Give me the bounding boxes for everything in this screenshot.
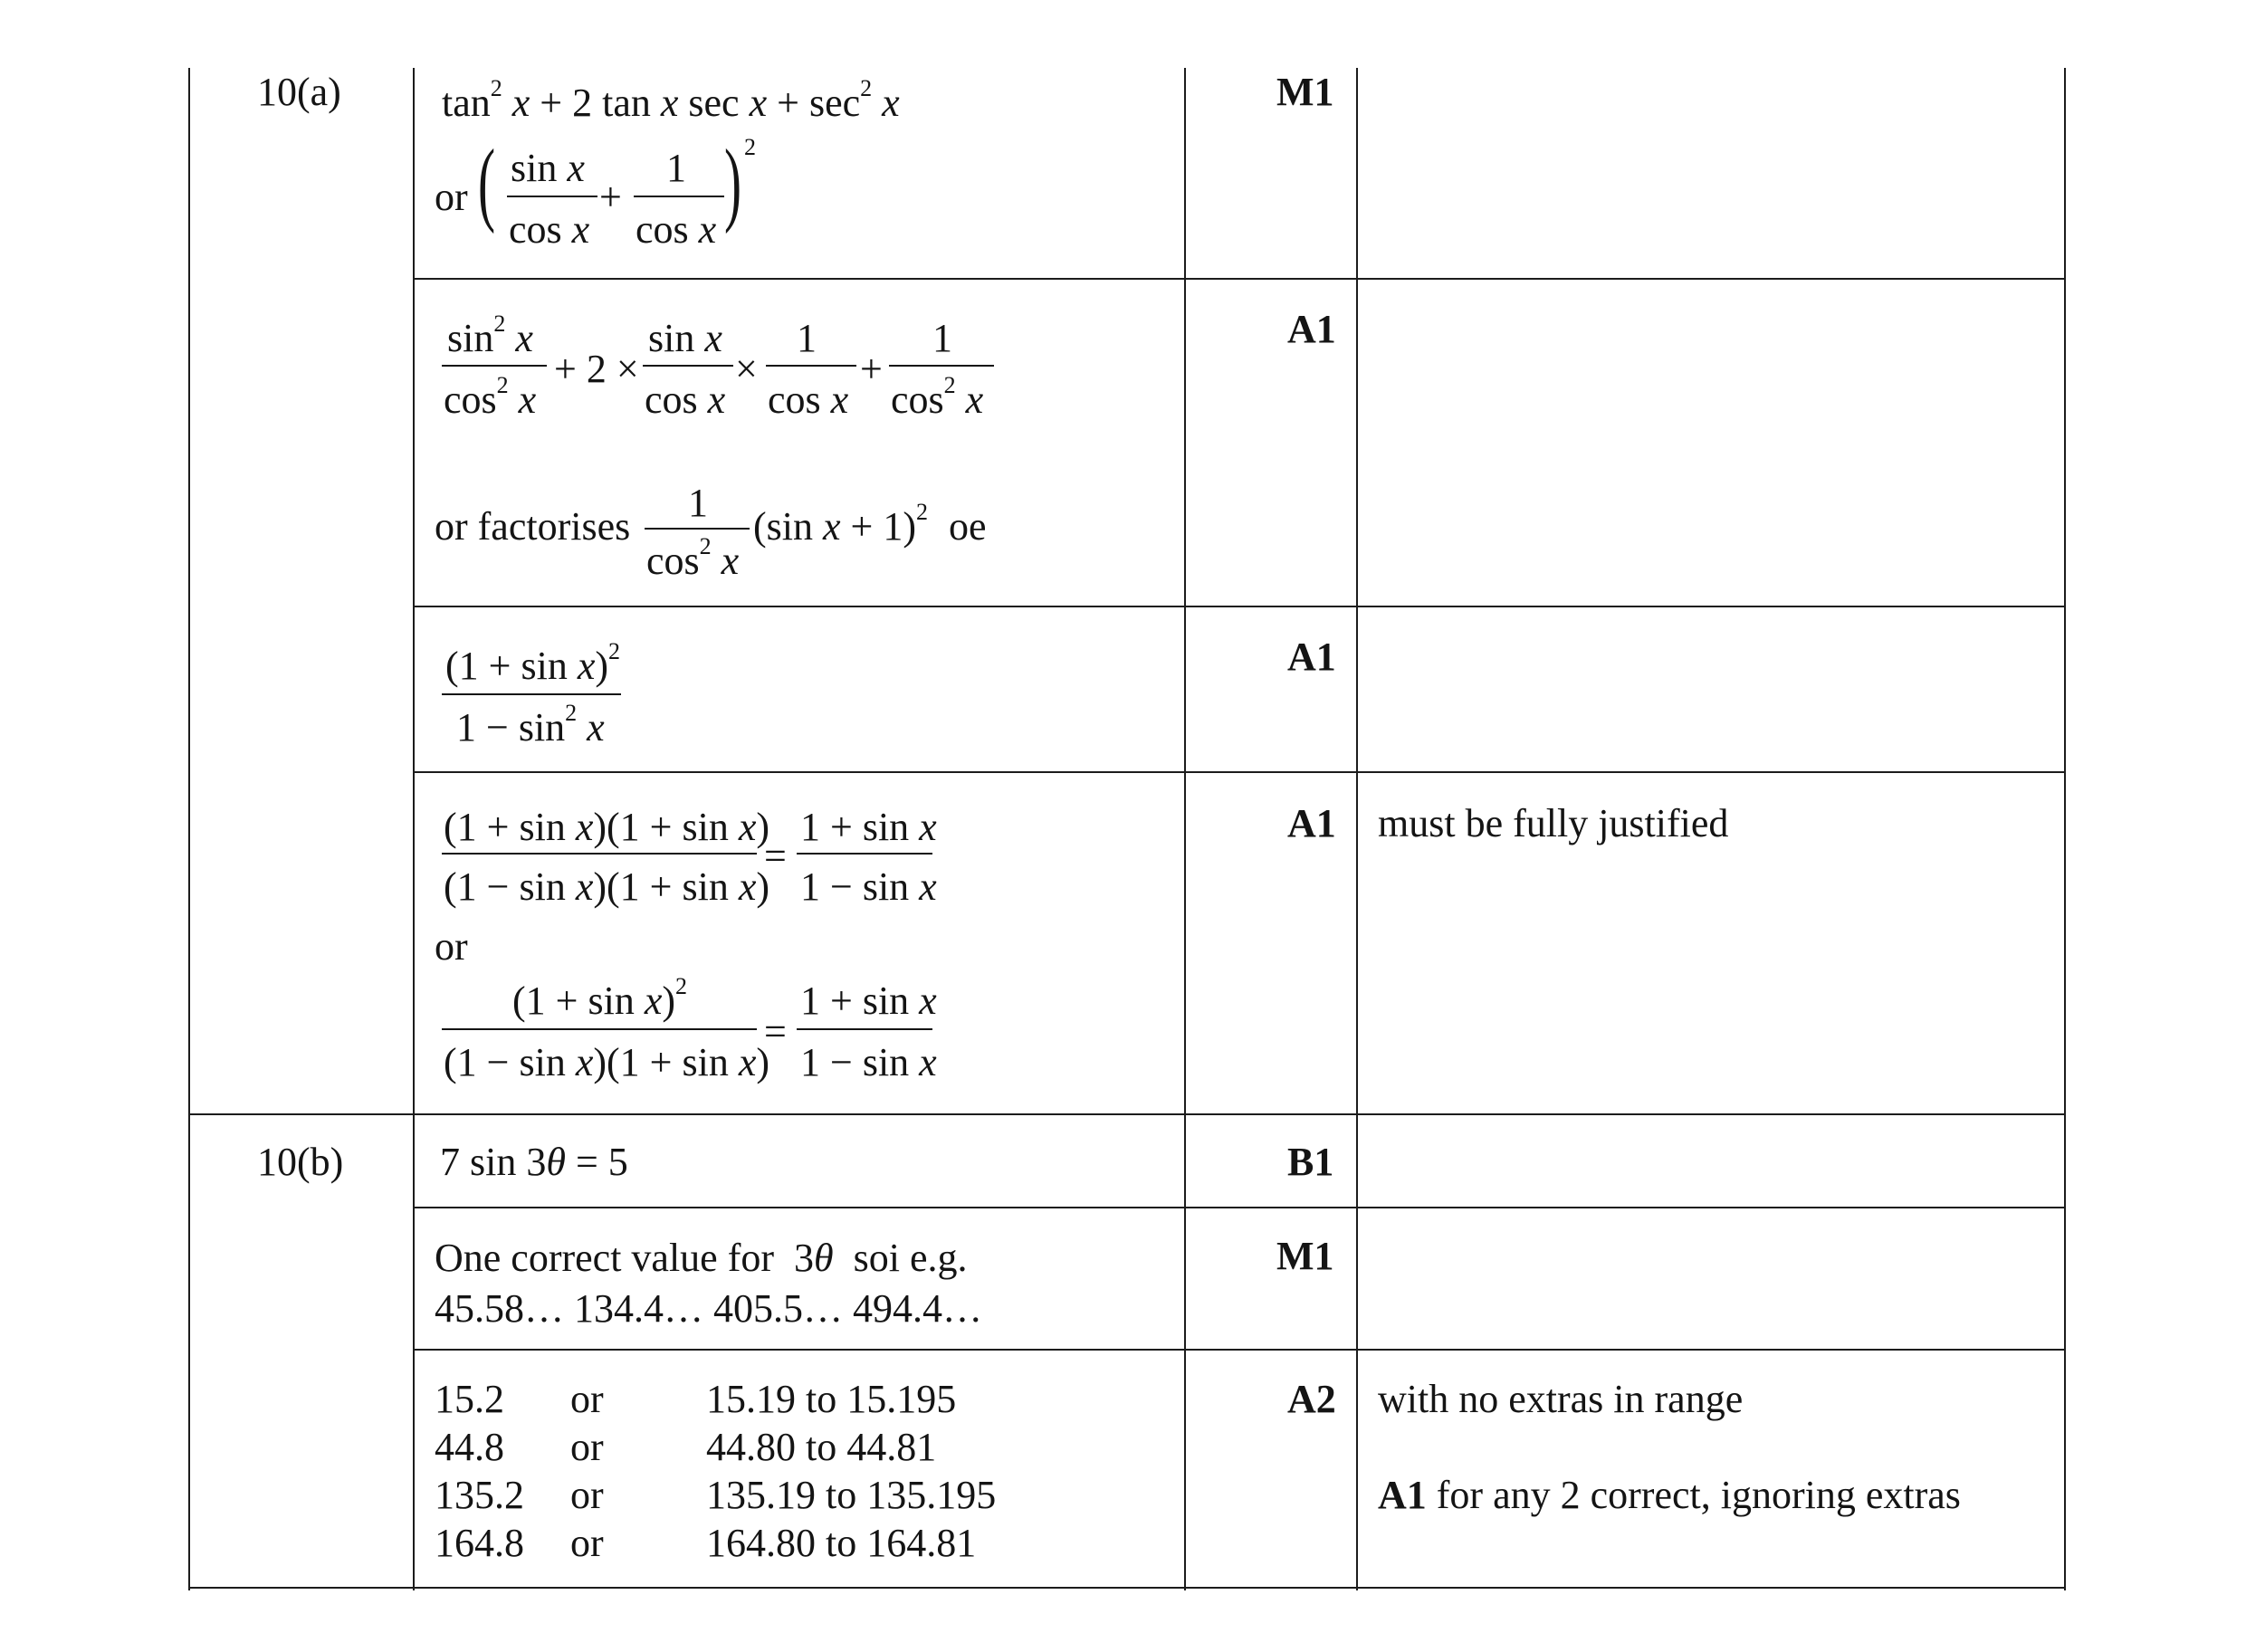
table-border-bottom bbox=[188, 1587, 2066, 1589]
row-divider bbox=[413, 1207, 2066, 1208]
question-divider bbox=[188, 1113, 2066, 1115]
fraction-denominator: 1 − sin x bbox=[800, 864, 937, 909]
fraction-bar bbox=[507, 196, 597, 197]
or-label: or bbox=[570, 1473, 604, 1517]
equation: 7 sin 3θ = 5 bbox=[440, 1140, 628, 1184]
fraction-denominator: $\cos^2 x$ bbox=[891, 372, 984, 422]
left-paren: ( bbox=[478, 130, 496, 234]
answer-range: 135.19 to 135.195 bbox=[706, 1473, 997, 1517]
table-border-marks-col bbox=[1356, 68, 1358, 1590]
answer-range: 44.80 to 44.81 bbox=[706, 1425, 937, 1469]
mark-code: M1 bbox=[1276, 1234, 1334, 1278]
fraction-numerator: sin x bbox=[511, 146, 585, 190]
table-border-right bbox=[2064, 68, 2066, 1590]
or-label: or bbox=[570, 1521, 604, 1565]
mark-code: A1 bbox=[1287, 801, 1336, 845]
expression-line: $\tan^2 x + 2$ tan x $\sec x + \sec^2 x$ bbox=[442, 75, 900, 125]
row-divider bbox=[413, 1349, 2066, 1351]
instruction-line: One correct value for 3θ soi e.g. bbox=[435, 1236, 968, 1280]
mark-code: A1 bbox=[1287, 635, 1336, 679]
fraction-numerator: $(1 + \sin x)^2$ bbox=[445, 638, 621, 688]
row-divider bbox=[413, 771, 2066, 773]
answer-value: 44.8 bbox=[435, 1425, 504, 1469]
fraction-bar bbox=[442, 365, 547, 367]
fraction-bar bbox=[645, 528, 750, 530]
mark-code: M1 bbox=[1276, 70, 1334, 114]
fraction-numerator: (1 + sin x)(1 + sin x) bbox=[444, 805, 770, 849]
plus-sign: + bbox=[599, 175, 622, 219]
fraction-numerator: sin x bbox=[648, 316, 722, 360]
mark-code-inline: A1 bbox=[1378, 1473, 1427, 1517]
row-divider bbox=[413, 606, 2066, 607]
or-label: or bbox=[570, 1425, 604, 1469]
answer-range: 164.80 to 164.81 bbox=[706, 1521, 977, 1565]
operator: + 2 × bbox=[554, 347, 639, 391]
table-border-answer-col bbox=[1184, 68, 1186, 1590]
fraction-numerator: 1 bbox=[666, 146, 686, 190]
fraction-denominator: cos x bbox=[768, 377, 849, 422]
fraction-denominator: (1 − sin x)(1 + sin x) bbox=[444, 1040, 770, 1084]
fraction-bar bbox=[766, 365, 856, 367]
exponent: 2 bbox=[744, 134, 756, 160]
row-divider bbox=[413, 278, 2066, 280]
mark-code: B1 bbox=[1287, 1140, 1334, 1184]
fraction-bar bbox=[634, 196, 724, 197]
examiner-note: with no extras in range bbox=[1378, 1377, 1744, 1421]
fraction-numerator: $\sin^2 x$ bbox=[447, 310, 533, 360]
table-border-part-col bbox=[413, 68, 415, 1590]
fraction-bar bbox=[643, 365, 733, 367]
fraction-denominator: $\cos^2 x$ bbox=[646, 533, 740, 583]
examiner-note: must be fully justified bbox=[1378, 801, 1729, 845]
example-values: 45.58… 134.4… 405.5… 494.4… bbox=[435, 1286, 982, 1331]
fraction-numerator: $(1 + \sin x)^2$ bbox=[512, 973, 688, 1023]
answer-range: 15.19 to 15.195 bbox=[706, 1377, 957, 1421]
fraction-denominator: $\cos^2 x$ bbox=[444, 372, 537, 422]
fraction-bar bbox=[442, 693, 621, 695]
fraction-numerator: 1 bbox=[797, 316, 817, 360]
examiner-note-text: for any 2 correct, ignoring extras bbox=[1426, 1473, 1961, 1517]
examiner-note-a1 bbox=[1378, 1475, 1961, 1515]
fraction-denominator: $1 - \sin^2 x$ bbox=[456, 700, 605, 750]
operator: × bbox=[735, 347, 758, 391]
fraction-bar bbox=[797, 853, 932, 855]
table-border-left bbox=[188, 68, 190, 1590]
part-label: 10(a) bbox=[257, 70, 341, 114]
fraction-numerator: 1 bbox=[688, 481, 708, 525]
right-paren: ) bbox=[724, 130, 742, 234]
or-label: or bbox=[435, 175, 468, 219]
operator: + bbox=[860, 347, 883, 391]
mark-code: A2 bbox=[1287, 1377, 1336, 1421]
factor-expression: (sin x + 1)$^2$ bbox=[753, 499, 928, 549]
fraction-denominator: (1 − sin x)(1 + sin x) bbox=[444, 864, 770, 909]
answer-value: 15.2 bbox=[435, 1377, 504, 1421]
fraction-bar bbox=[442, 853, 757, 855]
answer-value: 164.8 bbox=[435, 1521, 524, 1565]
equals-sign: = bbox=[764, 1009, 787, 1054]
fraction-denominator: cos x bbox=[636, 207, 717, 252]
part-label: 10(b) bbox=[257, 1140, 344, 1184]
fraction-bar bbox=[442, 1028, 757, 1030]
or-label: or bbox=[435, 924, 468, 969]
fraction-numerator: 1 + sin x bbox=[800, 805, 937, 849]
or-factorises-label: or factorises bbox=[435, 504, 631, 549]
equals-sign: = bbox=[764, 834, 787, 878]
or-label: or bbox=[570, 1377, 604, 1421]
fraction-bar bbox=[889, 365, 994, 367]
fraction-bar bbox=[797, 1028, 932, 1030]
oe-label: oe bbox=[949, 504, 987, 549]
fraction-numerator: 1 bbox=[932, 316, 952, 360]
fraction-denominator: cos x bbox=[645, 377, 726, 422]
mark-code: A1 bbox=[1287, 307, 1336, 351]
fraction-denominator: 1 − sin x bbox=[800, 1040, 937, 1084]
fraction-numerator: 1 + sin x bbox=[800, 979, 937, 1023]
answer-value: 135.2 bbox=[435, 1473, 524, 1517]
fraction-denominator: cos x bbox=[509, 207, 590, 252]
